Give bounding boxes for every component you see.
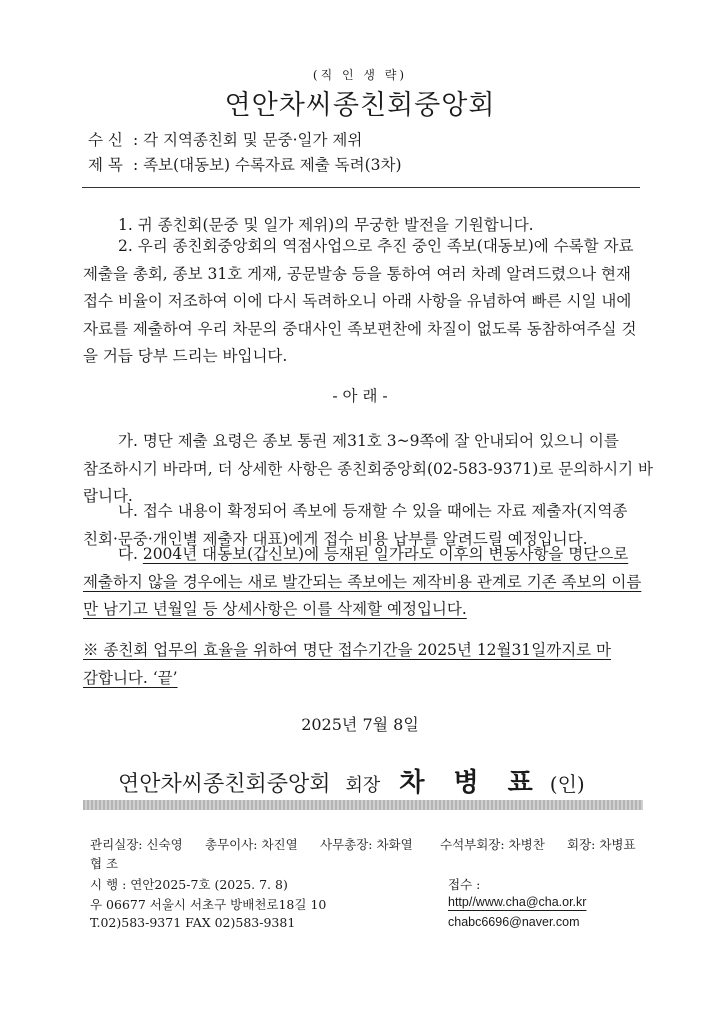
- phone-fax-line: T.02)583-9371 FAX 02)583-9381: [90, 915, 296, 930]
- seal-omitted-notice: (직 인 생 략): [312, 68, 408, 82]
- paragraph-2-line: 접수 비율이 저조하여 이에 다시 독려하오니 아래 사항을 유념하여 빠른 시일 내에: [83, 292, 632, 310]
- ahrae-heading: - 아 래 -: [332, 387, 388, 405]
- staff-senior-vice-president: 수석부회장: 차병찬: [440, 837, 545, 852]
- recipient-line: [88, 128, 362, 150]
- cooperation-label: 협 조: [90, 856, 119, 871]
- signature-seal: (인): [549, 772, 585, 796]
- recipient-value: : 각 지역종친회 및 문중·일가 제위: [132, 131, 363, 149]
- email-link[interactable]: chabc6696@naver.com: [448, 915, 580, 929]
- staff-director: 총무이사: 차진열: [205, 837, 298, 852]
- item-da: [83, 541, 643, 624]
- signature-name: 차 병 표: [399, 768, 543, 798]
- item-da-underlined-line: 제출하지 않을 경우에는 새로 발간되는 족보에는 제작비용 관계로 기존 족보의 이름: [83, 572, 642, 591]
- subject-value: : 족보(대동보) 수록자료 제출 독려(3차): [132, 156, 402, 174]
- recipient-label: 수 신: [88, 131, 123, 149]
- staff-manager: 관리실장: 신숙영: [90, 837, 183, 852]
- footer-divider-band: [83, 800, 643, 810]
- subject-label: 제 목: [88, 156, 123, 174]
- signature-org: 연안차씨종친회중앙회: [118, 772, 331, 797]
- paragraph-2-line: 자료를 제출하여 우리 차문의 중대사인 족보편찬에 차질이 없도록 동참하여주실 것: [83, 319, 637, 338]
- receipt-label: 접수 :: [448, 877, 481, 892]
- item-da-underlined-line: 만 남기고 년월일 등 상세사항은 이를 삭제할 예정입니다.: [83, 600, 467, 618]
- paragraph-2: [83, 233, 643, 371]
- document-issuer-title: 연안차씨종친회중앙회: [224, 90, 496, 121]
- paragraph-2-line: 을 거듭 당부 드리는 바입니다.: [83, 347, 288, 365]
- signature-block: [118, 762, 585, 799]
- item-ga-line: 참조하시기 바라며, 더 상세한 사항은 종친회중앙회(02-583-9371)로 문의하시기 바: [83, 459, 653, 478]
- item-da-underlined-line: 2004년 대동보(갑신보)에 등재된 일가라도 이후의 변동사항을 명단으로: [142, 545, 629, 563]
- item-na-line: 나. 접수 내용이 확정되어 족보에 등재할 수 있을 때에는 자료 제출자(지역종: [118, 502, 628, 520]
- paragraph-2-line: 2. 우리 종친회중앙회의 역점사업으로 추진 중인 족보(대동보)에 수록할 자료: [118, 237, 634, 255]
- enforcement-line: 시 행 : 연안2025-7호 (2025. 7. 8): [90, 877, 288, 892]
- website-link[interactable]: http//www.cha@cha.or.kr: [448, 895, 587, 909]
- item-ga-line: 가. 명단 제출 요령은 종보 통권 제31호 3~9쪽에 잘 안내되어 있으니 이를: [118, 432, 619, 450]
- address-line: 우 06677 서울시 서초구 방배천로18길 10: [90, 897, 327, 912]
- signature-role: 회장: [345, 775, 381, 796]
- deadline-note-line: ※ 종친회 업무의 효율을 위하여 명단 접수기간을 2025년 12월31일까지로 마: [83, 641, 612, 659]
- paragraph-1-text: 1. 귀 종친회(문중 및 일가 제위)의 무궁한 발전을 기원합니다.: [118, 216, 534, 234]
- deadline-note-line: 감합니다. ‘끝’: [83, 668, 178, 687]
- subject-line: [88, 153, 402, 175]
- staff-secretary-general: 사무총장: 차화열: [320, 837, 413, 852]
- item-da-prefix: 다.: [118, 545, 143, 563]
- deadline-note: [83, 637, 643, 692]
- paragraph-2-line: 제출을 총회, 종보 31호 게재, 공문발송 등을 통하여 여러 차례 알려드렸으나 현재: [83, 264, 631, 283]
- item-ga-line: 랍니다.: [83, 487, 133, 505]
- staff-president: 회장: 차병표: [567, 837, 636, 852]
- header-divider: [82, 187, 640, 188]
- document-date: 2025년 7월 8일: [301, 715, 419, 734]
- item-na-line: 친회·문중·개인별 제출자 대표)에게 접수 비용 납부를 알려드릴 예정입니다.: [83, 529, 588, 548]
